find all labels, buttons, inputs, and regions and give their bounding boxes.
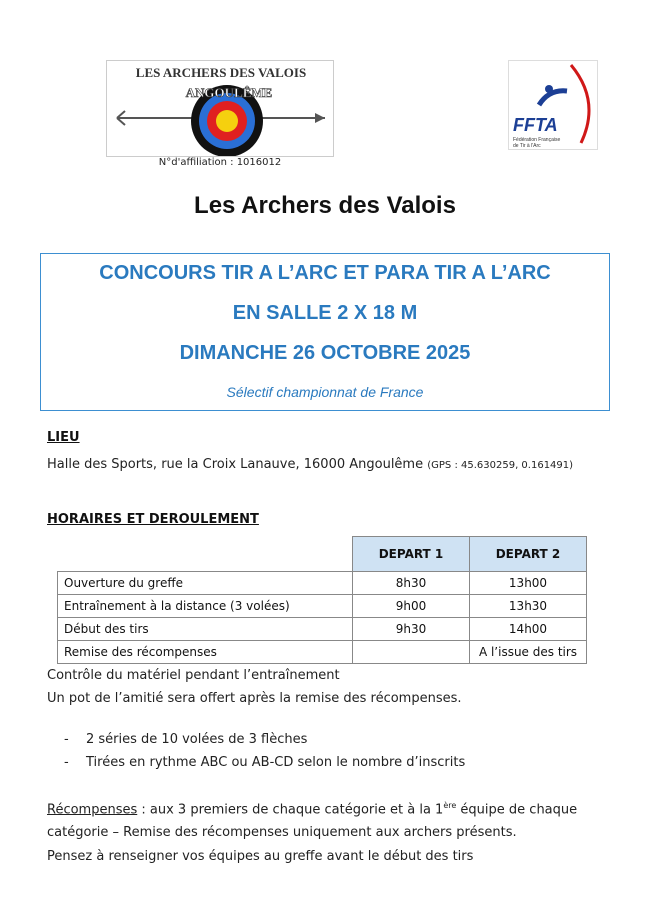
table-row [58,595,587,618]
recompenses-label: Récompenses [47,802,138,818]
address-text: Halle des Sports, rue la Croix Lanauve, 16000 Angoulême [47,457,424,472]
row-depart-1: 9h30 [353,618,470,641]
recompenses-text-b: équipe de chaque [456,802,578,818]
note-controle: Contrôle du matériel pendant l’entraînement [47,668,340,683]
row-depart-1 [353,641,470,664]
svg-text:FFTA: FFTA [513,115,558,135]
banner-format: EN SALLE 2 X 18 M [232,302,418,324]
banner-title: CONCOURS TIR A L’ARC ET PARA TIR A L’ARC [99,262,551,284]
col-depart-1: DEPART 1 [353,537,470,572]
recompenses-line3: Pensez à renseigner vos équipes au greffe avant le début des tirs [47,849,474,864]
club-title: Les Archers des Valois [194,192,456,219]
lieu-heading: LIEU [47,430,80,445]
recompenses-sup: ère [443,801,457,810]
bullet-dash: - [64,755,69,770]
event-banner [40,253,610,411]
row-depart-2: A l’issue des tirs [470,641,587,664]
table-header-row [58,537,587,572]
table-row [58,618,587,641]
affiliation-number: N°d'affiliation : 1016012 [158,157,282,168]
col-depart-2: DEPART 2 [470,537,587,572]
row-depart-2: 13h30 [470,595,587,618]
row-depart-2: 13h00 [470,572,587,595]
svg-text:LES ARCHERS DES VALOIS: LES ARCHERS DES VALOIS [135,65,307,80]
row-depart-1: 8h30 [353,572,470,595]
bullet-series: 2 séries de 10 volées de 3 flèches [86,732,308,747]
target-logo-icon [107,61,334,157]
svg-text:de Tir à l'Arc: de Tir à l'Arc [513,143,541,149]
schedule-table [57,536,587,664]
note-pot: Un pot de l’amitié sera offert après la remise des récompenses. [47,691,462,706]
row-label: Remise des récompenses [58,641,353,664]
table-row [58,572,587,595]
row-label: Entraînement à la distance (3 volées) [58,595,353,618]
row-depart-1: 9h00 [353,595,470,618]
banner-subtitle: Sélectif championnat de France [226,384,424,400]
club-logo [106,60,334,157]
recompenses-text-a: : aux 3 premiers de chaque catégorie et à la 1 [137,802,444,818]
row-depart-2: 14h00 [470,618,587,641]
row-label: Ouverture du greffe [58,572,353,595]
lieu-address [47,457,573,472]
svg-text:Fédération Française: Fédération Française [513,137,561,143]
banner-date: DIMANCHE 26 OCTOBRE 2025 [179,342,471,364]
ffta-logo [508,60,598,150]
recompenses-line2: catégorie – Remise des récompenses uniquement aux archers présents. [47,825,517,840]
bullet-rythme: Tirées en rythme ABC ou AB-CD selon le nombre d’inscrits [86,755,466,770]
svg-text:ANGOULÊME: ANGOULÊME [185,85,273,100]
ffta-bow-icon [509,61,598,150]
row-label: Début des tirs [58,618,353,641]
recompenses-line1 [47,801,627,817]
bullet-dash: - [64,732,69,747]
table-row [58,641,587,664]
horaires-heading: HORAIRES ET DEROULEMENT [47,512,259,527]
gps-coords: (GPS : 45.630259, 0.161491) [427,460,574,471]
